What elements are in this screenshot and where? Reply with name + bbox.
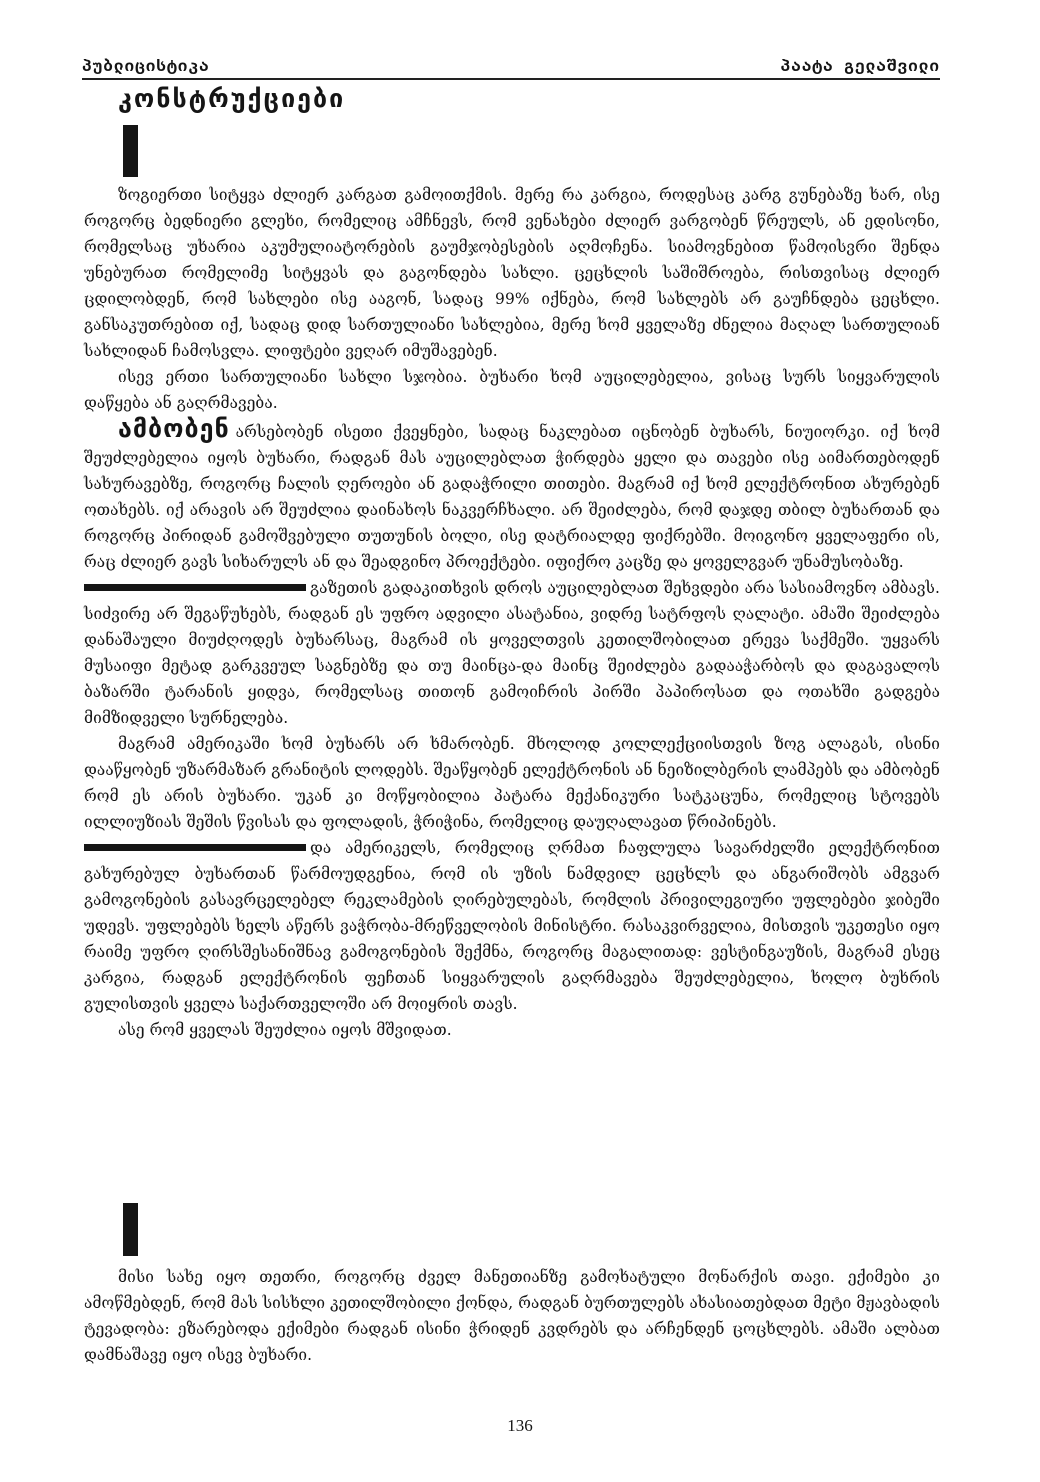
running-header xyxy=(82,54,940,80)
header-author-name: პაატა გელაშვილი xyxy=(780,56,940,75)
section-title: კონსტრუქციები xyxy=(118,84,346,113)
text-block-main xyxy=(84,182,940,1043)
paragraph-8: მისი სახე იყო თეთრი, როგორც ძველ მანეთიანზე გამოხატული მონარქის თავი. ექიმები კი ამოწმებდენ, რომ მას სისხლი კეთილშობილი ქონდა, რადგან ბურთულებს ახასიათებდათ მეტი მჟავბადის ტევადობა: ეზარებოდა ექიმები რადგან ისინი ჭრიდენ კვდრებს და არჩენდენ ცოცხლებს. ამაში ალბათ დამნაშავე იყო ისევ ბუხარი. xyxy=(84,1268,940,1364)
dash-rule xyxy=(84,584,306,591)
paragraph-lead-word: ამბობენ xyxy=(118,414,230,443)
dash-rule xyxy=(84,844,306,851)
paragraph-5: მაგრამ ამერიკაში ხომ ბუხარს არ ხმარობენ. მხოლოდ კოლლექციისთვის ზოგ ალაგას, ისინი დააწყობენ უზარმაზარ გრანიტის ლოდებს. შეაწყობენ ელექტრონის ან ნეიზილბერის ლამპებს და ამბობენ რომ ეს არის ბუხარი. უკან კი მოწყობილია პატარა მექანიკური სატკაცუნა, რომელიც სტოვებს ილლიუზიას შეშის წვისას და ფოლადის, ჭრიჭინა, რომელიც დაუღალავათ წრიპინებს. xyxy=(84,735,940,831)
paragraph-1: ზოგიერთი სიტყვა ძლიერ კარგათ გამოითქმის. მერე რა კარგია, როდესაც კარგ გუნებაზე ხარ, ისე როგორც ბედნიერი გლეხი, რომელიც ამჩნევს, რომ ვენახები ძლიერ ვარგობენ წრეულს, ან ედისონი, რომელსაც უხარია აკუმულიატორების გაუმჯობესების აღმოჩენა. სიამოვნებით წამოისვრი შენდა უნებურათ რომელიმე სიტყვას და გაგონდება სახლი. ცეცხლის საშიშროება, რისთვისაც ძლიერ ცდილობდენ, რომ სახლები ისე ააგონ, სადაც 99% იქნება, რომ სახლებს არ გაუჩნდება ცეცხლი. განსაკუთრებით იქ, სადაც დიდ სართულიანი სახლებია, მერე ხომ ყველაზე ძნელია მაღალ სართულიან სახლიდან ჩამოსვლა. ლიფტები ვეღარ იმუშავებენ. xyxy=(84,186,940,360)
paragraph-2: ისევ ერთი სართულიანი სახლი სჯობია. ბუხარი ხომ აუცილებელია, ვისაც სურს სიყვარულის დაწყება ან გაღრმავება. xyxy=(84,368,940,412)
paragraph-6 xyxy=(84,835,940,1017)
paragraph-3-text: არსებობენ ისეთი ქვეყნები, სადაც ნაკლებათ იცნობენ ბუხარს, ნიუიორკი. იქ ხომ შეუძლებელია იყოს ბუხარი, რადგან მას აუცილებლათ ჭირდება ყელი და თავები ისე აიმართებოდენ სახურავებზე, როგორც ჩალის ღეროები ან გადაჭრილი თითები. მაგრამ იქ ხომ ელექტრონით ახურებენ ოთახებს. იქ არავის არ შეუძლია დაინახოს ნაკვერჩხალი. არ შეიძლება, რომ დაჯდე თბილ ბუხართან და როგორც პირიდან გამოშვებული თუთუნის ბოლი, ისე დატრიალდე ფიქრებში. მოიგონო ყველაფერი ის, რაც ძლიერ გავს სიხარულს ან და შეადგინო პროექტები. იფიქრო კაცზე და ყოველგვარ უნამუსობაზე. xyxy=(84,423,940,571)
header-section-name: პუბლიცისტიკა xyxy=(82,56,210,75)
paragraph-7: ასე რომ ყველას შეუძლია იყოს მშვიდათ. xyxy=(118,1021,452,1039)
paragraph-6-text: და ამერიკელს, რომელიც ღრმათ ჩაფლულა სავარძელში ელექტრონით გახურებულ ბუხართან წარმოუდგენია, რომ ის უზის ნამდვილ ცეცხლს და ანგარიშობს ამგვარ გამოგონების გასავრცელებელ რეკლამების ღირებულებას, რომლის პრივილეგიური უფლებები ჯიბეში უდევს. უფლებებს ხელს აწერს ვაჭრობა-მრეწველობის მინისტრი. რასაკვირველია, მისთვის უკეთესი იყო რაიმე უფრო ღირსშესანიშნავ გამოგონების შექმნა, როგორც მაგალითად: ვესტინგაუზის, მაგრამ ესეც კარგია, რადგან ელექტრონის ფეჩთან სიყვარულის გაღრმავება შეუძლებელია, ხოლო ბუხრის გულისთვის ყველა საქართველოში არ მოიყრის თავს. xyxy=(84,839,940,1013)
text-block-final xyxy=(84,1264,940,1368)
paragraph-4 xyxy=(84,575,940,731)
paragraph-3 xyxy=(84,416,940,575)
section-marker-bar xyxy=(123,125,138,177)
paragraph-4-text: გაზეთის გადაკითხვის დროს აუცილებლათ შეხვდები არა სასიამოვნო ამბავს. სიძვირე არ შეგაწუხებს, რადგან ეს უფრო ადვილი ასატანია, ვიდრე სატრფოს ღალატი. ამაში შეიძლება დანაშაული მიუძღოდეს ბუხარსაც, მაგრამ ის ყოველთვის კეთილშობილათ ერევა საქმეში. უყვარს მუსაიფი მეტად გარკვეულ საგნებზე და თუ მაინცა-და მაინც შეიძლება გადააჭარბოს და დაგავალოს ბაზარში ტარანის ყიდვა, რომელსაც თითონ გამოიჩრის პირში პაპიროსათ და ოთახში გადგება მიმზიდველი სურნელება. xyxy=(84,579,940,727)
page-number: 136 xyxy=(507,1416,533,1435)
section-marker-bar xyxy=(123,1203,138,1256)
